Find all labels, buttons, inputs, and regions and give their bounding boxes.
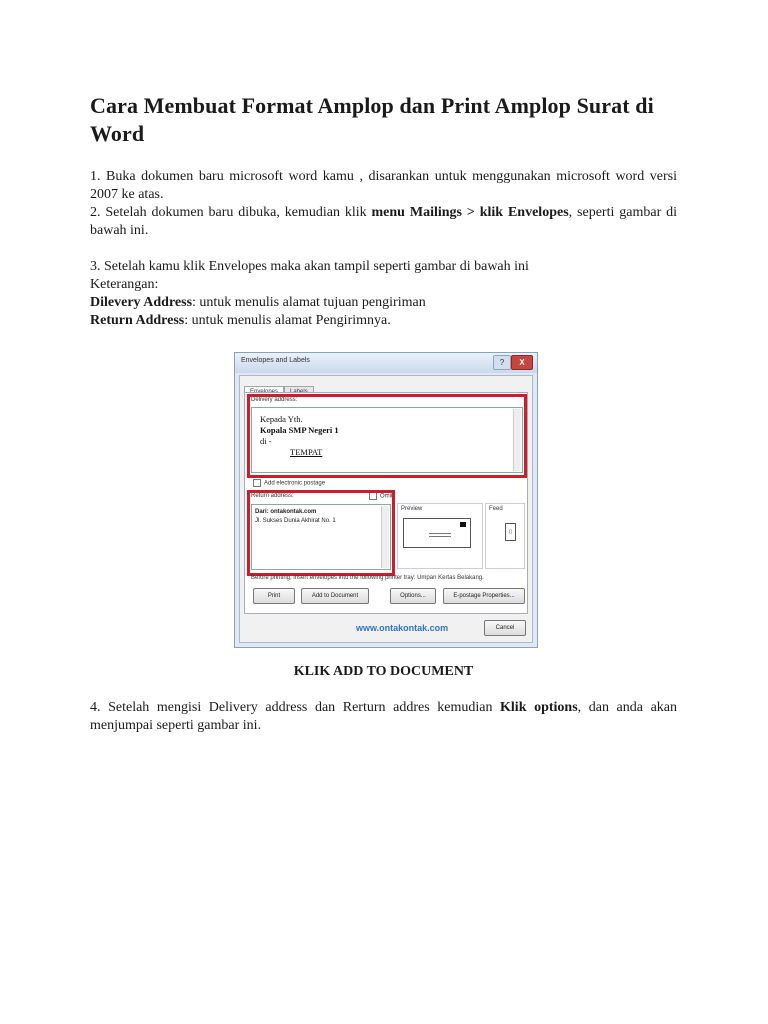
document-title: Cara Membuat Format Amplop dan Print Amplop Surat di Word	[90, 93, 654, 146]
delivery-note: Dilevery Address: untuk menulis alamat tujuan pengiriman	[90, 295, 426, 310]
return-highlight	[247, 490, 395, 576]
delivery-address-label: Delivery address:	[251, 397, 298, 403]
envelopes-dialog-screenshot	[234, 352, 538, 648]
cancel-button: Cancel	[484, 620, 526, 636]
watermark-text: www.ontakontak.com	[356, 623, 449, 633]
return-address-label: Return address:	[251, 493, 294, 499]
omit-option: Omit	[369, 492, 393, 500]
envelopes-panel	[244, 392, 528, 614]
add-to-document-button: Add to Document	[301, 588, 369, 604]
printer-note: Before printing, insert envelopes into the following printer tray: Umpan Kertas Belakang.	[251, 575, 484, 581]
help-icon: ?	[493, 355, 511, 370]
feed-area	[485, 503, 525, 569]
dialog-titlebar	[235, 353, 537, 373]
caption: KLIK ADD TO DOCUMENT	[293, 664, 474, 679]
dialog-body	[239, 375, 533, 643]
step-2: 2. Setelah dokumen baru dibuka, kemudian klik menu Mailings > klik Envelopes, seperti gambar di bawah ini.	[90, 205, 678, 238]
close-icon: X	[511, 355, 533, 370]
delivery-address-text: Kepada Yth. Kopala SMP Negeri 1 di - TEMPAT	[260, 414, 339, 457]
options-button: Options...	[390, 588, 436, 604]
dialog-title: Envelopes and Labels	[241, 357, 310, 364]
step-1: 1. Buka dokumen baru microsoft word kamu , disarankan untuk menggunakan microsoft word versi 2007 ke atas.	[90, 169, 677, 202]
feed-label: Feed	[489, 506, 503, 512]
keterangan-label: Keterangan:	[90, 277, 159, 292]
delivery-highlight	[247, 394, 527, 478]
document-page	[90, 92, 677, 735]
e-postage-properties-button: E-postage Properties...	[443, 588, 525, 604]
feed-icon: ▯	[505, 523, 516, 541]
electronic-postage-option: Add electronic postage	[253, 479, 325, 487]
preview-label: Preview	[401, 506, 423, 512]
step-4: 4. Setelah mengisi Delivery address dan Rerturn addres kemudian Klik options, dan anda akan menjumpai seperti gambar ini.	[90, 700, 677, 733]
return-address-text: Dari: ontakontak.com Jl. Sukses Dunia Akhirat No. 1	[255, 509, 336, 524]
print-button: Print	[253, 588, 295, 604]
envelope-preview	[403, 518, 471, 548]
return-note: Return Address: untuk menulis alamat Pengirimnya.	[90, 313, 391, 328]
step-3: 3. Setelah kamu klik Envelopes maka akan tampil seperti gambar di bawah ini	[90, 259, 529, 274]
preview-area	[397, 503, 483, 569]
